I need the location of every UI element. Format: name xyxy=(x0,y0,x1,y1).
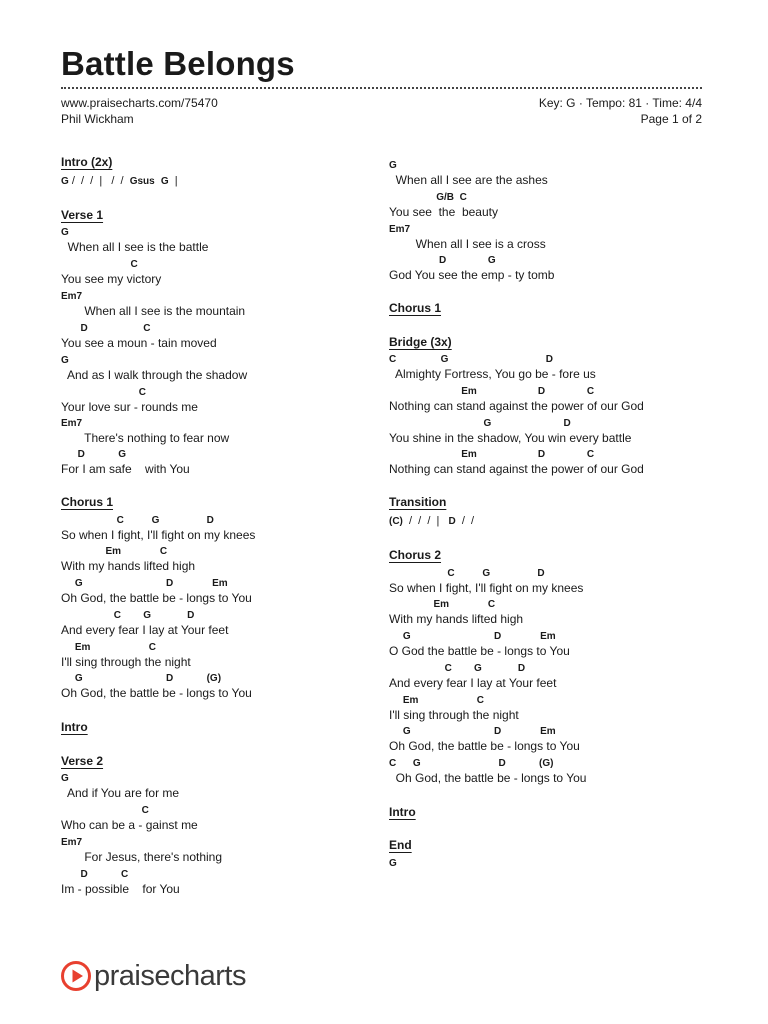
chord-line: G xyxy=(61,773,69,784)
chord-line: Em7 xyxy=(61,837,83,848)
chord-line: D G xyxy=(389,255,496,266)
chord-line: G xyxy=(61,355,69,366)
lyric-line: When all I see are the ashes xyxy=(389,173,548,187)
lyric-line: With my hands lifted high xyxy=(389,612,524,626)
intro-bar: G / / / | / / Gsus G | xyxy=(61,175,178,187)
lyric-line: For I am safe with You xyxy=(61,462,190,476)
chord-line: Em D C xyxy=(389,386,595,397)
section-intro-2: Intro xyxy=(61,720,88,734)
song-title: Battle Belongs xyxy=(61,45,295,82)
lyric-line: You shine in the shadow, You win every battle xyxy=(389,431,632,445)
lyric-line: Nothing can stand against the power of our God xyxy=(389,462,644,476)
artist-name: Phil Wickham xyxy=(61,112,134,126)
lyric-line: God You see the emp - ty tomb xyxy=(389,268,555,282)
chord-line: D C xyxy=(61,323,151,334)
chord-line: Em C xyxy=(389,695,485,706)
lyric-line: Your love sur - rounds me xyxy=(61,400,198,414)
lyric-line: When all I see is a cross xyxy=(389,237,546,251)
section-verse-2: Verse 2 xyxy=(61,754,104,768)
chord-line: Em7 xyxy=(389,224,411,235)
page-number: Page 1 of 2 xyxy=(640,112,702,126)
chord-line: Em C xyxy=(61,546,168,557)
section-transition: Transition xyxy=(389,495,447,509)
section-intro-3: Intro xyxy=(389,805,416,819)
lyric-line: O God the battle be - longs to You xyxy=(389,644,570,658)
section-chorus-1-repeat: Chorus 1 xyxy=(389,301,442,315)
chord-line: C G D xyxy=(61,515,214,526)
lyric-line: And if You are for me xyxy=(61,786,180,800)
chord-line: G/B C xyxy=(389,192,467,203)
lyric-line: Nothing can stand against the power of our God xyxy=(389,399,644,413)
lyric-line: You see a moun - tain moved xyxy=(61,336,217,350)
song-url[interactable]: www.praisecharts.com/75470 xyxy=(61,96,218,110)
section-bridge: Bridge (3x) xyxy=(389,335,452,349)
chord-line: G xyxy=(389,160,397,171)
lyric-line: Oh God, the battle be - longs to You xyxy=(61,686,252,700)
lyric-line: When all I see is the mountain xyxy=(61,304,246,318)
praisecharts-logo[interactable] xyxy=(61,958,246,994)
chord-line: C G D xyxy=(61,610,195,621)
lyric-line: Oh God, the battle be - longs to You xyxy=(389,771,587,785)
play-icon xyxy=(61,961,91,991)
lyric-line: And as I walk through the shadow xyxy=(61,368,248,382)
chord-line: G D (G) xyxy=(61,673,222,684)
lyric-line: When all I see is the battle xyxy=(61,240,209,254)
section-chorus-1: Chorus 1 xyxy=(61,495,114,509)
brand-name: praisecharts xyxy=(94,960,246,992)
chord-line: Em7 xyxy=(61,418,83,429)
lyric-line: Oh God, the battle be - longs to You xyxy=(389,739,580,753)
section-end: End xyxy=(389,838,412,852)
title-divider xyxy=(61,87,702,89)
chord-line: D G xyxy=(61,449,127,460)
lyric-line: I'll sing through the night xyxy=(389,708,519,722)
lyric-line: For Jesus, there's nothing xyxy=(61,850,223,864)
lyric-line: And every fear I lay at Your feet xyxy=(389,676,557,690)
chord-line: Em D C xyxy=(389,449,595,460)
chord-line: G D Em xyxy=(389,631,556,642)
section-intro: Intro (2x) xyxy=(61,155,113,169)
chord-line: G D xyxy=(389,418,571,429)
transition-bar: (C) / / / | D / / xyxy=(389,515,475,527)
section-chorus-2: Chorus 2 xyxy=(389,548,442,562)
chord-line: G xyxy=(61,227,69,238)
chord-line: C xyxy=(61,259,138,270)
lyric-line: So when I fight, I'll fight on my knees xyxy=(61,528,256,542)
key-tempo-time: Key: G · Tempo: 81 · Time: 4/4 xyxy=(538,96,702,110)
lyric-line: Im - possible for You xyxy=(61,882,180,896)
lyric-line: With my hands lifted high xyxy=(61,559,196,573)
section-verse-1: Verse 1 xyxy=(61,208,104,222)
chord-line: C G D xyxy=(389,568,545,579)
chord-line: C xyxy=(61,805,149,816)
lyric-line: Oh God, the battle be - longs to You xyxy=(61,591,252,605)
lyric-line: You see the beauty xyxy=(389,205,498,219)
chord-line: C G D (G) xyxy=(389,758,554,769)
chord-line: Em C xyxy=(61,642,157,653)
lyric-line: I'll sing through the night xyxy=(61,655,191,669)
chord-line: C G D xyxy=(389,663,526,674)
lyric-line: You see my victory xyxy=(61,272,162,286)
lyric-line: Who can be a - gainst me xyxy=(61,818,198,832)
lyric-line: There's nothing to fear now xyxy=(61,431,230,445)
chord-line: Em C xyxy=(389,599,496,610)
chord-line: G xyxy=(389,858,397,869)
chord-line: C xyxy=(61,387,147,398)
chord-line: C G D xyxy=(389,354,553,365)
chord-line: G D Em xyxy=(61,578,228,589)
lyric-line: So when I fight, I'll fight on my knees xyxy=(389,581,584,595)
lyric-line: Almighty Fortress, You go be - fore us xyxy=(389,367,596,381)
chord-line: Em7 xyxy=(61,291,83,302)
chord-line: D C xyxy=(61,869,129,880)
chord-line: G D Em xyxy=(389,726,556,737)
lyric-line: And every fear I lay at Your feet xyxy=(61,623,229,637)
